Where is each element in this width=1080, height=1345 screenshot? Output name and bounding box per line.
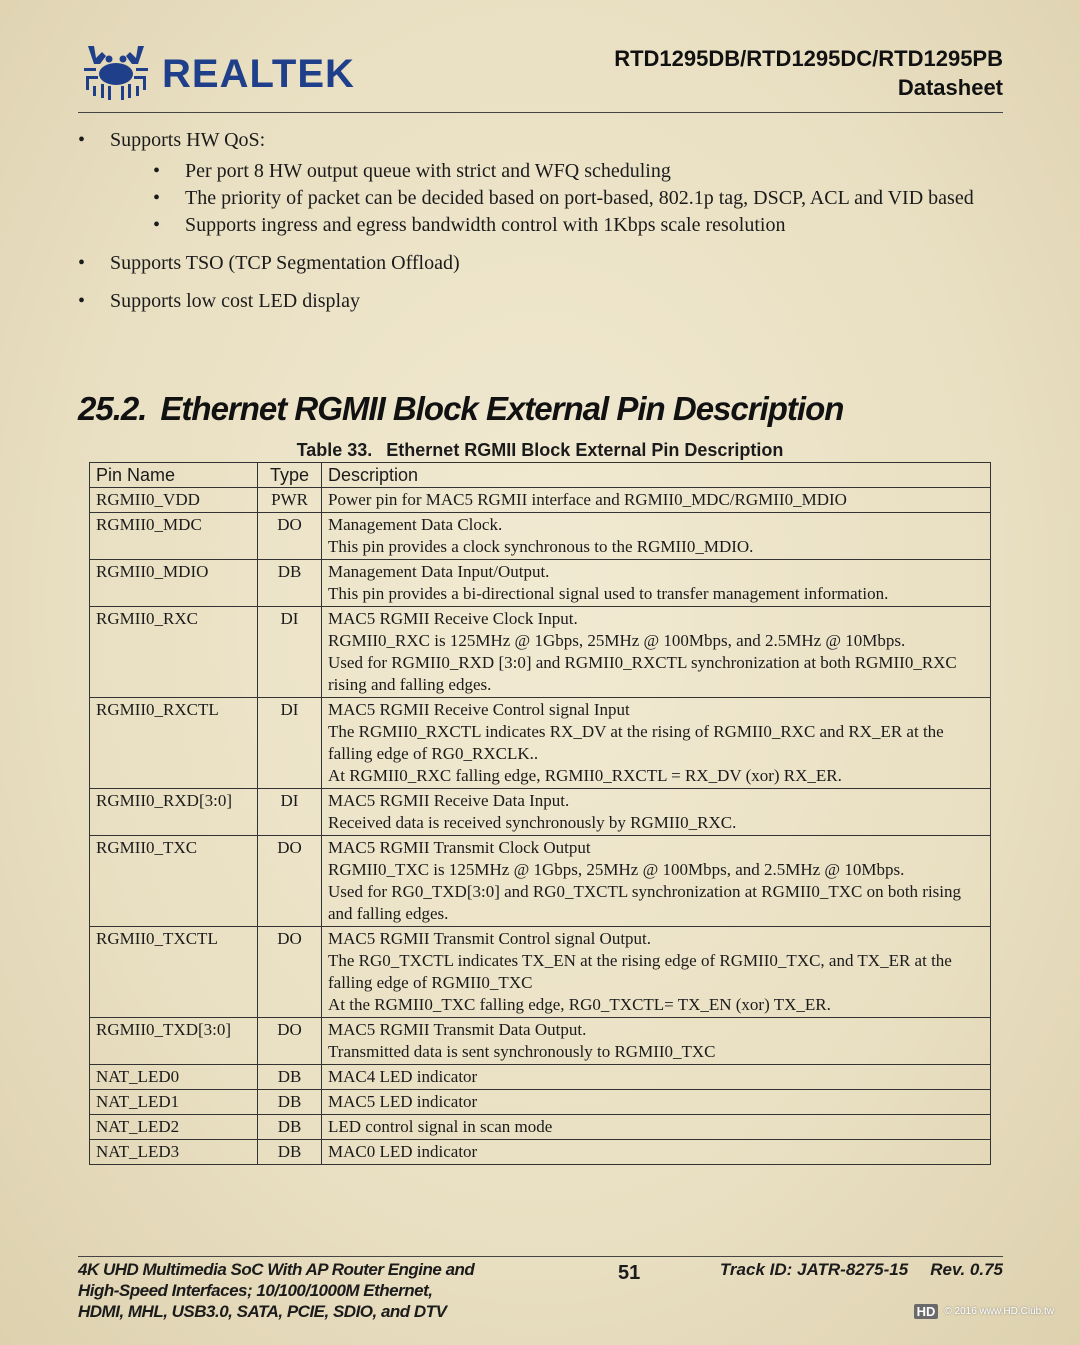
- section-heading: [78, 390, 843, 428]
- list-item: [78, 128, 1003, 237]
- pin-name-cell: RGMII0_MDC: [90, 513, 258, 560]
- pin-type-cell: DO: [258, 836, 322, 927]
- realtek-logo: [80, 42, 355, 102]
- table-row: [90, 560, 991, 607]
- description-line: This pin provides a clock synchronous to the RGMII0_MDIO.: [328, 537, 754, 556]
- pin-type-cell: DO: [258, 1018, 322, 1065]
- pin-description-cell: [322, 927, 991, 1018]
- pin-type-cell: DI: [258, 607, 322, 698]
- pin-description-cell: [322, 513, 991, 560]
- description-line: Used for RGMII0_RXD [3:0] and RGMII0_RXCTL synchronization at both RGMII0_RXC rising and falling edges.: [328, 653, 957, 694]
- footer-product-line: High-Speed Interfaces; 10/100/1000M Ethernet,: [78, 1281, 433, 1300]
- pin-name-cell: RGMII0_RXD[3:0]: [90, 789, 258, 836]
- pin-description-cell: [322, 1090, 991, 1115]
- watermark-logo: HD: [914, 1304, 939, 1319]
- table-row: [90, 789, 991, 836]
- sub-list-item: • Supports ingress and egress bandwidth control with 1Kbps scale resolution: [110, 213, 1003, 237]
- pin-type-cell: DB: [258, 1115, 322, 1140]
- pin-type-cell: DO: [258, 513, 322, 560]
- description-line: RGMII0_TXC is 125MHz @ 1Gbps, 25MHz @ 100Mbps, and 2.5MHz @ 10Mbps.: [328, 860, 905, 879]
- description-line: MAC5 LED indicator: [328, 1092, 478, 1111]
- feature-list: [78, 128, 1003, 327]
- table-row: [90, 836, 991, 927]
- footer-product-description: [78, 1259, 538, 1322]
- pin-type-cell: DB: [258, 1140, 322, 1165]
- pin-name-cell: NAT_LED1: [90, 1090, 258, 1115]
- pin-description-cell: [322, 1140, 991, 1165]
- description-line: MAC5 RGMII Transmit Control signal Output.: [328, 929, 652, 948]
- list-item-text: Supports HW QoS:: [110, 129, 266, 151]
- description-line: MAC5 RGMII Transmit Data Output.: [328, 1020, 587, 1039]
- brand-name: REALTEK: [162, 51, 355, 96]
- table-caption-title: Ethernet RGMII Block External Pin Description: [386, 440, 784, 460]
- pin-type-cell: DB: [258, 1090, 322, 1115]
- header-doc-type: Datasheet: [897, 75, 1003, 100]
- pin-description-table: [89, 462, 991, 1165]
- table-caption: [0, 440, 1080, 461]
- pin-description-cell: [322, 607, 991, 698]
- description-line: Management Data Clock.: [328, 515, 503, 534]
- pin-type-cell: DI: [258, 789, 322, 836]
- description-line: The RGMII0_RXCTL indicates RX_DV at the rising of RGMII0_RXC and RX_ER at the falling edge of RG0_RXCLK..: [328, 722, 944, 763]
- list-item: • Supports TSO (TCP Segmentation Offload): [78, 251, 1003, 275]
- revision: Rev. 0.75: [930, 1260, 1003, 1279]
- pin-description-cell: [322, 560, 991, 607]
- watermark-text: © 2016 www.HD.Club.tw: [944, 1306, 1054, 1317]
- track-id: Track ID: JATR-8275-15: [719, 1260, 909, 1279]
- sub-list-item: • The priority of packet can be decided based on port-based, 802.1p tag, DSCP, ACL and VID based: [110, 186, 1003, 210]
- realtek-crab-logo-icon: [80, 42, 152, 102]
- description-line: MAC5 RGMII Receive Data Input.: [328, 791, 570, 810]
- column-header-type: Type: [258, 463, 322, 488]
- pin-description-cell: [322, 488, 991, 513]
- table-caption-number: Table 33.: [296, 440, 373, 460]
- footer-product-line: 4K UHD Multimedia SoC With AP Router Engine and: [78, 1260, 475, 1279]
- table-row: [90, 488, 991, 513]
- pin-name-cell: RGMII0_TXC: [90, 836, 258, 927]
- pin-description-cell: [322, 698, 991, 789]
- description-line: This pin provides a bi-directional signal used to transfer management information.: [328, 584, 889, 603]
- pin-name-cell: NAT_LED0: [90, 1065, 258, 1090]
- table-row: [90, 607, 991, 698]
- pin-type-cell: DB: [258, 560, 322, 607]
- description-line: The RG0_TXCTL indicates TX_EN at the rising edge of RGMII0_TXC, and TX_ER at the falling edge of RGMII0_TXC: [328, 951, 952, 992]
- table-row: [90, 1140, 991, 1165]
- table-row: [90, 927, 991, 1018]
- description-line: MAC0 LED indicator: [328, 1142, 478, 1161]
- description-line: Power pin for MAC5 RGMII interface and RGMII0_MDC/RGMII0_MDIO: [328, 490, 847, 509]
- pin-type-cell: DI: [258, 698, 322, 789]
- table-row: [90, 513, 991, 560]
- pin-type-cell: DB: [258, 1065, 322, 1090]
- header-doc-info: [614, 44, 1003, 102]
- pin-type-cell: DO: [258, 927, 322, 1018]
- pin-description-cell: [322, 1018, 991, 1065]
- footer-track-info: [720, 1259, 1003, 1280]
- pin-name-cell: RGMII0_RXCTL: [90, 698, 258, 789]
- pin-name-cell: RGMII0_MDIO: [90, 560, 258, 607]
- description-line: Management Data Input/Output.: [328, 562, 550, 581]
- list-item: • Supports low cost LED display: [78, 289, 1003, 313]
- pin-name-cell: RGMII0_VDD: [90, 488, 258, 513]
- page-number: 51: [618, 1262, 641, 1284]
- column-header-pin-name: Pin Name: [90, 463, 258, 488]
- sub-list-item: • Per port 8 HW output queue with strict and WFQ scheduling: [110, 159, 1003, 183]
- page-header: [78, 40, 1003, 113]
- watermark: [914, 1304, 1054, 1319]
- description-line: Used for RG0_TXD[3:0] and RG0_TXCTL synchronization at RGMII0_TXC on both rising and falling edges.: [328, 882, 962, 923]
- table-row: [90, 1115, 991, 1140]
- pin-description-cell: [322, 1065, 991, 1090]
- description-line: At RGMII0_RXC falling edge, RGMII0_RXCTL = RX_DV (xor) RX_ER.: [328, 766, 842, 785]
- table-row: [90, 1065, 991, 1090]
- pin-name-cell: RGMII0_TXCTL: [90, 927, 258, 1018]
- section-title-text: Ethernet RGMII Block External Pin Description: [160, 390, 844, 427]
- footer-product-line: HDMI, MHL, USB3.0, SATA, PCIE, SDIO, and DTV: [78, 1302, 447, 1321]
- description-line: MAC5 RGMII Receive Control signal Input: [328, 700, 630, 719]
- description-line: MAC5 RGMII Transmit Clock Output: [328, 838, 591, 857]
- sub-list: [110, 159, 1003, 237]
- description-line: Received data is received synchronously by RGMII0_RXC.: [328, 813, 737, 832]
- table-row: [90, 698, 991, 789]
- table-row: [90, 1018, 991, 1065]
- pin-description-cell: [322, 789, 991, 836]
- description-line: LED control signal in scan mode: [328, 1117, 553, 1136]
- pin-description-cell: [322, 836, 991, 927]
- header-model: RTD1295DB/RTD1295DC/RTD1295PB: [614, 46, 1003, 71]
- description-line: At the RGMII0_TXC falling edge, RG0_TXCTL= TX_EN (xor) TX_ER.: [328, 995, 831, 1014]
- pin-type-cell: PWR: [258, 488, 322, 513]
- table-header-row: [90, 463, 991, 488]
- pin-name-cell: NAT_LED3: [90, 1140, 258, 1165]
- description-line: Transmitted data is sent synchronously to RGMII0_TXC: [328, 1042, 716, 1061]
- pin-name-cell: RGMII0_TXD[3:0]: [90, 1018, 258, 1065]
- description-line: RGMII0_RXC is 125MHz @ 1Gbps, 25MHz @ 100Mbps, and 2.5MHz @ 10Mbps.: [328, 631, 906, 650]
- table-row: [90, 1090, 991, 1115]
- pin-name-cell: NAT_LED2: [90, 1115, 258, 1140]
- section-number: 25.2.: [78, 390, 147, 427]
- pin-name-cell: RGMII0_RXC: [90, 607, 258, 698]
- description-line: MAC4 LED indicator: [328, 1067, 478, 1086]
- description-line: MAC5 RGMII Receive Clock Input.: [328, 609, 578, 628]
- pin-description-cell: [322, 1115, 991, 1140]
- column-header-description: Description: [322, 463, 991, 488]
